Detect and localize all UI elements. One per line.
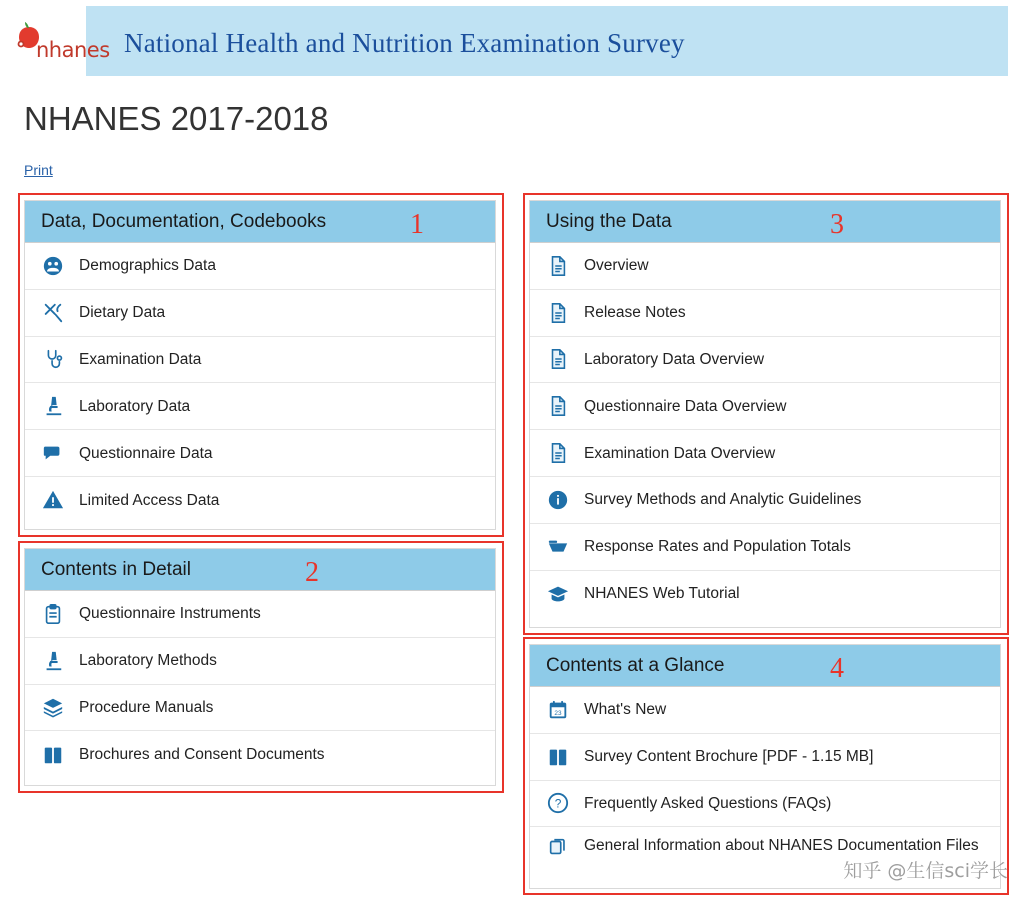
list-item-label: Questionnaire Instruments (79, 605, 261, 623)
panel-list (25, 591, 495, 778)
panel-data-documentation-codebooks (24, 200, 496, 530)
nhanes-logo[interactable] (8, 22, 118, 68)
open-book-icon (546, 745, 570, 769)
list-item[interactable] (530, 243, 1000, 290)
speech-bubble-icon (41, 441, 65, 465)
list-item[interactable] (530, 383, 1000, 430)
list-item-label: Brochures and Consent Documents (79, 746, 325, 764)
list-item-label: Examination Data (79, 350, 202, 368)
warning-triangle-icon (41, 488, 65, 512)
list-item[interactable] (530, 290, 1000, 337)
list-item[interactable] (530, 337, 1000, 384)
panel-contents-in-detail (24, 548, 496, 786)
list-item[interactable] (25, 685, 495, 732)
panel-title: Contents at a Glance (530, 645, 1000, 687)
list-item[interactable] (25, 638, 495, 685)
list-item[interactable] (530, 524, 1000, 571)
chart-icon (546, 535, 570, 559)
list-item[interactable] (25, 477, 495, 524)
list-item-label: NHANES Web Tutorial (584, 585, 740, 603)
document-icon (546, 347, 570, 371)
list-item-label: Laboratory Methods (79, 652, 217, 670)
clipboard-icon (41, 602, 65, 626)
panel-title: Data, Documentation, Codebooks (25, 201, 495, 243)
svg-text:23: 23 (554, 709, 562, 717)
list-item-label: Survey Methods and Analytic Guidelines (584, 491, 862, 509)
info-circle-icon (546, 488, 570, 512)
list-item-label: Laboratory Data Overview (584, 350, 765, 368)
list-item-label: Procedure Manuals (79, 698, 214, 716)
banner-title: National Health and Nutrition Examination Survey (124, 28, 685, 58)
panel-title: Using the Data (530, 201, 1000, 243)
list-item[interactable] (25, 290, 495, 337)
list-item[interactable] (25, 731, 495, 778)
list-item-label: Response Rates and Population Totals (584, 538, 851, 556)
list-item-label: Questionnaire Data Overview (584, 397, 787, 415)
list-item[interactable] (530, 430, 1000, 477)
print-link[interactable]: Print (24, 162, 53, 178)
panel-title: Contents in Detail (25, 549, 495, 591)
document-icon (546, 301, 570, 325)
copy-files-icon (546, 835, 570, 859)
watermark: 知乎 @生信sci学长 (843, 860, 1008, 882)
list-item-label: Survey Content Brochure [PDF - 1.15 MB] (584, 748, 874, 766)
list-item[interactable] (530, 781, 1000, 828)
list-item-label: Dietary Data (79, 304, 166, 322)
list-item[interactable] (25, 243, 495, 290)
microscope-icon (41, 649, 65, 673)
list-item-label: Limited Access Data (79, 491, 220, 509)
annotation-number-2: 2 (305, 557, 319, 588)
open-book-icon (41, 743, 65, 767)
microscope-icon (41, 394, 65, 418)
list-item[interactable] (25, 430, 495, 477)
list-item-label: What's New (584, 701, 667, 719)
panel-contents-at-a-glance (529, 644, 1001, 889)
list-item-label: Overview (584, 257, 649, 275)
annotation-number-3: 3 (830, 209, 844, 240)
utensils-icon (41, 301, 65, 325)
panel-list (25, 243, 495, 524)
question-circle-icon (546, 791, 570, 815)
list-item[interactable] (530, 571, 1000, 618)
panel-using-the-data (529, 200, 1001, 628)
page-title: NHANES 2017-2018 (24, 100, 329, 137)
document-icon (546, 394, 570, 418)
list-item-label: Demographics Data (79, 257, 216, 275)
list-item-label: Frequently Asked Questions (FAQs) (584, 794, 832, 812)
calendar-icon (546, 698, 570, 722)
people-icon (41, 254, 65, 278)
list-item[interactable] (530, 477, 1000, 524)
logo-wordmark: nhanes (36, 38, 110, 62)
list-item-label: Examination Data Overview (584, 444, 776, 462)
list-item[interactable] (530, 687, 1000, 734)
list-item-label: Release Notes (584, 304, 686, 322)
graduation-cap-icon (546, 582, 570, 606)
document-icon (546, 254, 570, 278)
list-item[interactable] (25, 591, 495, 638)
list-item[interactable] (25, 337, 495, 384)
stethoscope-icon (41, 347, 65, 371)
books-icon (41, 695, 65, 719)
site-banner (0, 6, 1008, 76)
list-item-label: Questionnaire Data (79, 444, 213, 462)
list-item[interactable] (530, 734, 1000, 781)
svg-text:?: ? (554, 797, 562, 812)
list-item-label: Laboratory Data (79, 397, 191, 415)
list-item-label: General Information about NHANES Documentation Files (584, 837, 979, 855)
list-item[interactable] (25, 383, 495, 430)
annotation-number-4: 4 (830, 653, 844, 684)
panel-list (530, 243, 1000, 617)
annotation-number-1: 1 (410, 209, 424, 240)
document-icon (546, 441, 570, 465)
